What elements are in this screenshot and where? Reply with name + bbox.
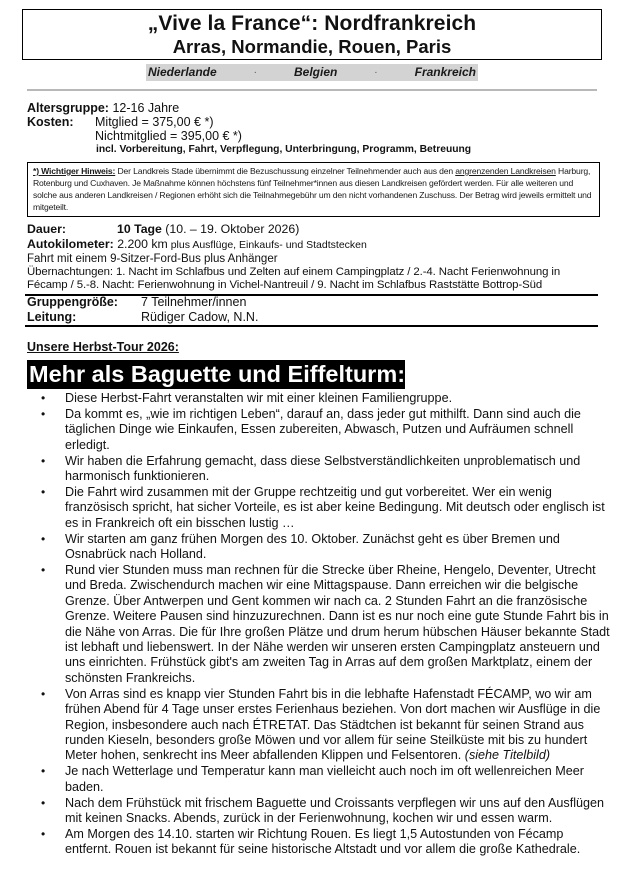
notice-text-2: Harburg, Rotenburg und Cuxhaven. Je Maßnahme können höchstens fünf Teilnehmer*innen aus diesen Landkreisen gefördert werden. Für alle weiteren und solche aus anderen Landkreisen / Regionen erhöht sich die Teilnahmegebühr um den nicht vorhandenen Zuschuss. Der Betrag wird jeweils ermittelt und mitgeteilt. [33, 166, 592, 212]
info-block [27, 101, 587, 157]
duration-label: Dauer: [27, 222, 66, 236]
cost-label: Kosten: [27, 115, 74, 129]
list-item [38, 532, 613, 563]
lead-row [27, 310, 602, 325]
cost-nonmember: Nichtmitglied = 395,00 € *) [95, 129, 242, 143]
trip-details [27, 222, 602, 292]
bullet-icon: • [41, 484, 46, 499]
list-item [38, 485, 613, 531]
km-extra: plus Ausflüge, Einkaufs- und Stadtstecken [167, 239, 367, 251]
banner-heading: Mehr als Baguette und Eiffelturm: [29, 361, 406, 387]
cost-member: Mitglied = 375,00 € *) [95, 115, 214, 129]
age-row [27, 101, 587, 115]
list-item-text: Rund vier Stunden muss man rechnen für die Strecke über Rheine, Hengelo, Deventer, Utrecht und Breda. Zwischendurch machen wir eine Mittagspause. Dann erreichen wir die belgische Grenze. Über Antwerpen und Gent kommen wir nach ca. 2 Stunden Fahrt an die französische Grenze. Weitere Pausen sind hinzuzurechnen. Dann ist es nur noch eine gute Stunde Fahrt bis in die Nähe von Arras. Die für Ihre großen Plätze und drum herum hübschen Häuser bekannte Stadt ist lebhaft und liebenswert. In der Nähe werden wir unseren ersten Campingplatz ansteuern und uns einrichten. Frühstück gibt's am zweiten Tag in Arras auf dem großen Marktplatz, einem der schönsten Frankreichs. [65, 562, 610, 685]
notice-box [27, 162, 600, 217]
notice-text: Der Landkreis Stade übernimmt die Bezuschussung einzelner Teilnehmender auch aus den [115, 166, 456, 176]
group-label: Gruppengröße: [27, 295, 118, 309]
vehicle: Fahrt mit einem 9-Sitzer-Ford-Bus plus Anhänger [27, 253, 278, 265]
age-value: 12-16 Jahre [112, 101, 180, 115]
divider [25, 325, 598, 327]
km-row [27, 237, 602, 252]
list-item [38, 796, 613, 827]
list-item-text: Von Arras sind es knapp vier Stunden Fahrt bis in die lebhafte Hafenstadt FÉCAMP, wo wir am frühen Abend für 4 Tage unser erstes Ferienhaus beziehen. Von dort machen wir Ausflüge in die Region, insbesondere auch nach ÉTRETAT. Das Städtchen ist bekannt für seinen Strand aus runden Kieseln, besonders große Möwen und vor allem für seine Steilküste mit bis zu hundert Meter hohen, senkrecht ins Meer abfallenden Klippen und Felsentoren. [65, 686, 601, 763]
km-label: Autokilometer: [27, 237, 114, 251]
list-item-text: Wir starten am ganz frühen Morgen des 10. Oktober. Zunächst geht es über Bremen und Osnabrück nach Holland. [65, 531, 560, 562]
lead-label: Leitung: [27, 310, 77, 324]
separator-dot: · [253, 67, 258, 78]
country-bar [146, 64, 478, 81]
list-item [38, 563, 613, 686]
cost-row [27, 115, 587, 129]
notice-heading: *) Wichtiger Hinweis: [33, 166, 116, 176]
bullet-icon: • [41, 686, 46, 701]
list-item-text: Am Morgen des 14.10. starten wir Richtung Rouen. Es liegt 1,5 Autostunden von Fécamp entfernt. Rouen ist bekannt für seine historische Altstadt und vor allem die große Kathedrale. [65, 826, 581, 857]
bullet-list [38, 391, 613, 858]
list-item [38, 407, 613, 453]
list-item [38, 391, 613, 406]
list-item-text: Wir haben die Erfahrung gemacht, dass diese Selbstverständlichkeiten unproblematisch und harmonisch funktionieren. [65, 453, 581, 484]
country-belgium: Belgien [293, 65, 338, 79]
cost-includes: incl. Vorbereitung, Fahrt, Verpflegung, Unterbringung, Programm, Betreuung [96, 144, 472, 155]
bullet-icon: • [41, 826, 46, 841]
km-value: 2.200 km [117, 237, 168, 251]
age-label: Altersgruppe: [27, 101, 109, 115]
list-item [38, 687, 613, 764]
bullet-icon: • [41, 391, 46, 405]
section-heading: Unsere Herbst-Tour 2026: [27, 340, 179, 354]
bullet-icon: • [41, 562, 46, 577]
group-block [27, 295, 602, 325]
notice-underlined: angrenzenden Landkreisen [455, 166, 556, 176]
country-france: Frankreich [414, 65, 476, 79]
list-item [38, 454, 613, 485]
bullet-icon: • [41, 764, 46, 779]
page-subtitle: Arras, Normandie, Rouen, Paris [172, 36, 452, 57]
bullet-icon: • [41, 795, 46, 810]
list-item-text: Nach dem Frühstück mit frischem Baguette und Croissants verpflegen wir uns auf den Ausflügen mit keinen Snacks. Abends, zurück in der Ferienwohnung, kochen wir und essen warm. [65, 795, 605, 825]
divider [27, 89, 597, 91]
duration-dates: (10. – 19. Oktober 2026) [161, 222, 300, 236]
list-item [38, 827, 613, 858]
group-value: 7 Teilnehmer/innen [141, 295, 247, 309]
title-box [22, 9, 602, 60]
list-item [38, 764, 613, 795]
list-item-text: Da kommt es, „wie im richtigen Leben“, darauf an, dass jeder gut mithilft. Dann sind auch die täglichen Dinge wie Einkaufen, Essen zubereiten, Abwasch, Putzen und Aufräumen schnell erledigt. [65, 406, 581, 452]
country-netherlands: Niederlande [148, 65, 217, 79]
list-item-text: Diese Herbst-Fahrt veranstalten wir mit einer kleinen Familiengruppe. [65, 391, 453, 405]
lead-value: Rüdiger Cadow, N.N. [141, 310, 259, 324]
duration-days: 10 Tage [117, 222, 162, 236]
bullet-icon: • [41, 406, 46, 421]
separator-dot: · [374, 67, 378, 78]
bullet-icon: • [41, 531, 46, 546]
page-title: „Vive la France“: Nordfrankreich [147, 12, 477, 35]
list-item-text: Die Fahrt wird zusammen mit der Gruppe rechtzeitig und gut vorbereitet. Wer ein wenig französisch spricht, hat sicher Vorteile, es ist aber keine Bedingung. Mit deutsch oder englisch ist es in Frankreich oft ein bisschen lustig … [65, 484, 605, 530]
title-image-reference: (siehe Titelbild) [464, 748, 551, 763]
group-row [27, 295, 602, 310]
duration-row [27, 222, 602, 237]
overnight: Übernachtungen: 1. Nacht im Schlafbus und Zelten auf einem Campingplatz / 2.-4. Nacht Ferienwohnung in Fécamp / 5.-8. Nacht: Ferienwohnung in Vichel-Nantreuil / 9. Nacht im Schlafbus Raststätte Bottrop-Süd [27, 266, 561, 291]
list-item-text: Je nach Wetterlage und Temperatur kann man vielleicht auch noch im oft wellenreichen Meer baden. [65, 764, 584, 794]
bullet-icon: • [41, 453, 46, 468]
